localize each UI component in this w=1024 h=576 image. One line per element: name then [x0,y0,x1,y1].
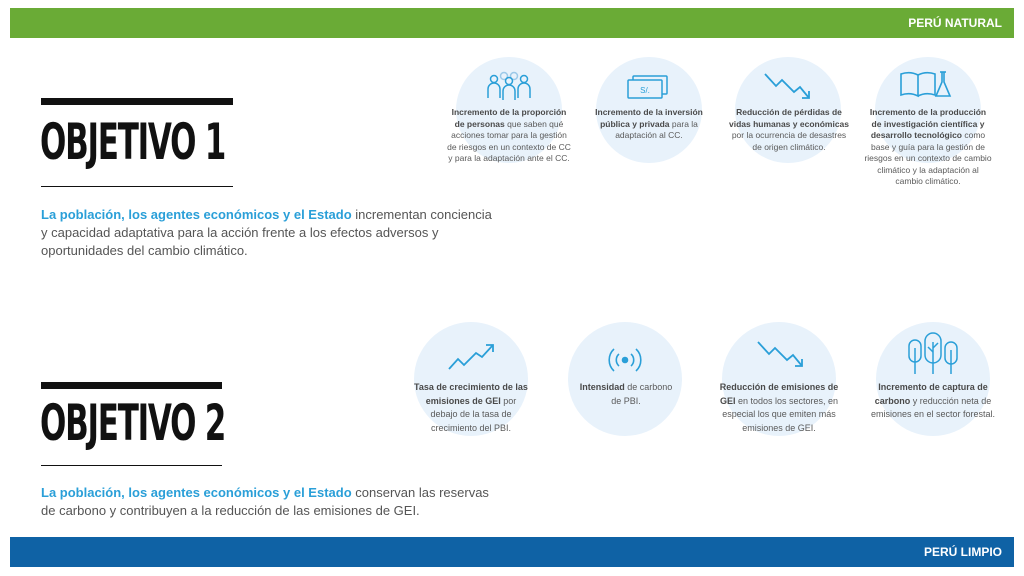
objective-2-text: conservan las reservas de carbono y contribuyen a la reducción de las emisiones de GEI. [41,485,489,518]
indicator-2-3-text [711,381,847,435]
indicator-1-1-text [447,107,571,165]
indicator-2-2-circle [568,322,682,436]
objective-1-highlight: La población, los agentes económicos y el Estado [41,207,352,222]
indicator-2-2-text [576,381,676,408]
trend-down-icon [762,70,812,102]
indicator-1-4-rest: como base y guía para la gestión de riesgos en un contexto de cambio climático y la adaptación al cambio climático. [864,130,992,186]
indicator-2-4-text [868,381,998,422]
indicator-1-2-rest: para la adaptación al CC. [615,118,698,140]
indicator-2-3-rest: en todos los sectores, en especial los que emiten más emisiones de GEI. [722,395,839,433]
trees-icon [906,330,960,378]
objective-1-title: OBJETIVO 1 [40,113,226,171]
currency-label: S/. [640,86,650,95]
objective-2-description [41,484,491,520]
footer-label: PERÚ LIMPIO [923,545,1002,559]
money-bill-icon [625,74,669,100]
indicator-2-4-bold: Incremento de captura de carbono [874,382,988,406]
indicator-1-3-text [726,107,852,153]
indicator-1-3-bold: Reducción de pérdidas de vidas humanas y económicas [729,107,849,129]
objective-1-text: incrementan conciencia y capacidad adaptativa para la acción frente a los efectos adversos y oportunidades del cambio climático. [41,207,492,258]
header-label: PERÚ NATURAL [908,16,1002,30]
objective-2-highlight: La población, los agentes económicos y el Estado [41,485,352,500]
indicator-2-1-rest: por debajo de la tasa de crecimiento del PBI. [430,395,517,433]
indicator-1-2-text [589,107,709,142]
trend-down-icon [755,338,805,370]
indicator-2-2-rest: de carbono de PBI. [611,382,673,406]
footer-band [10,537,1014,567]
objective-1-top-rule [41,98,233,105]
book-flask-icon [898,68,954,102]
objective-1-description [41,206,496,260]
indicator-1-2-bold: Incremento de la inversión pública y privada [595,107,703,129]
indicator-1-4-text [864,107,992,188]
objective-2-title: OBJETIVO 2 [40,394,226,452]
header-band [10,8,1014,38]
indicator-2-1-text [412,381,530,435]
indicator-2-1-bold: Tasa de crecimiento de las emisiones de GEI [414,382,528,406]
indicator-2-3-bold: Reducción de emisiones de GEI [719,382,839,406]
indicator-2-2-bold: Intensidad [579,382,625,392]
indicator-2-4-rest: y reducción neta de emisiones en el sector forestal. [870,395,996,419]
indicator-1-3-rest: por la ocurrencia de desastres de origen climático. [731,130,847,152]
indicator-1-1-bold: Incremento de la proporción de personas [451,107,567,129]
objective-1-bottom-rule [41,186,233,187]
trend-up-icon [446,341,496,373]
indicator-1-1-rest: que saben qué acciones tomar para la gestión de riesgos en un contexto de CC y para la adaptación ante el CC. [447,118,571,163]
indicator-1-4-bold: Incremento de la producción de investigación científica y desarrollo tecnológico [869,107,987,140]
signal-intensity-icon [606,343,644,377]
objective-2-bottom-rule [41,465,222,466]
people-group-icon [484,68,534,104]
objective-2-top-rule [41,382,222,389]
